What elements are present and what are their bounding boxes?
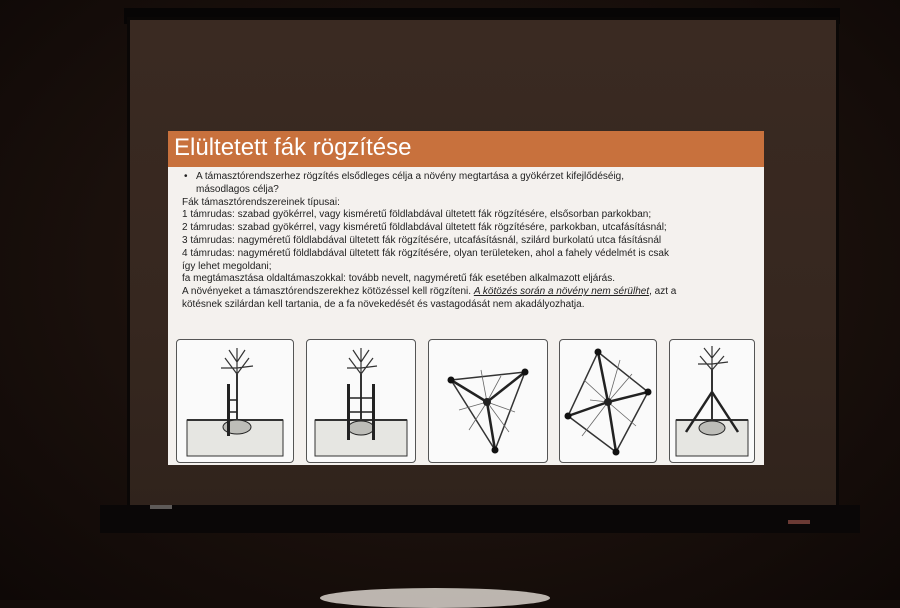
slide-text-line: 4 támrudas: nagyméretű földlabdával ültetett fák rögzítésére, olyan területeken, ahol a fahely védelmét is csak <box>182 247 669 259</box>
bullet-icon: • <box>184 171 188 182</box>
diagram-one-stake <box>176 339 294 463</box>
diagram-four-stakes <box>559 339 657 463</box>
slide-text-line: 2 támrudas: szabad gyökérrel, vagy kisméretű földlabdával ültetett fák rögzítésére, parkokban, utcafásításnál; <box>182 222 667 234</box>
slide-text-line: 3 támrudas: nagyméretű földlabdával ültetett fák rögzítésére, utcafásításnál, szilárd burkolatú utca fásításnál <box>182 234 662 246</box>
screen-bar-mark <box>788 520 810 524</box>
slide-text-line: így lehet megoldani; <box>182 260 272 272</box>
projector-light-glow <box>320 588 550 608</box>
projected-slide <box>168 131 764 465</box>
slide-text-segment: A növényeket a támasztórendszerekhez kötözéssel kell rögzíteni. <box>182 286 474 298</box>
four-stake-diagram-icon <box>560 340 656 462</box>
slide-title: Elültetett fák rögzítése <box>174 134 412 161</box>
three-stake-diagram-icon <box>429 340 547 462</box>
two-stake-diagram-icon <box>307 340 415 462</box>
slide-emphasis-text: A kötözés során a növény nem sérülhet <box>473 286 650 298</box>
slide-text-line: 1 támrudas: szabad gyökérrel, vagy kisméretű földlabdával ültetett fák rögzítésére, elsősorban parkokban; <box>182 209 652 221</box>
side-support-diagram-icon <box>670 340 754 462</box>
slide-text-line: fa megtámasztása oldaltámaszokkal: tovább nevelt, nagyméretű fák esetében alkalmazott eljárás. <box>182 273 616 285</box>
slide-text-line: Fák támasztórendszereinek típusai: <box>182 196 340 208</box>
slide-title-bar <box>168 131 764 167</box>
diagram-three-stakes <box>428 339 548 463</box>
slide-bullet-line <box>182 171 756 184</box>
screen-bar-mark <box>150 505 172 509</box>
slide-text-line <box>182 286 756 299</box>
one-stake-diagram-icon <box>177 340 293 462</box>
diagram-two-stakes <box>306 339 416 463</box>
slide-body-text <box>182 171 756 312</box>
projector-screen-bottom-bar <box>100 505 860 533</box>
slide-text-line: A támasztórendszerhez rögzítés elsődleges célja a növény megtartása a gyökérzet kifejlődéséig, <box>196 171 625 182</box>
slide-text-line: kötésnek szilárdan kell tartania, de a fa növekedését és vastagodását nem akadályozhatja. <box>182 298 585 310</box>
slide-text-line: másodlagos célja? <box>196 183 279 195</box>
slide-text-segment: , azt a <box>649 286 677 298</box>
diagram-side-supports <box>669 339 755 463</box>
